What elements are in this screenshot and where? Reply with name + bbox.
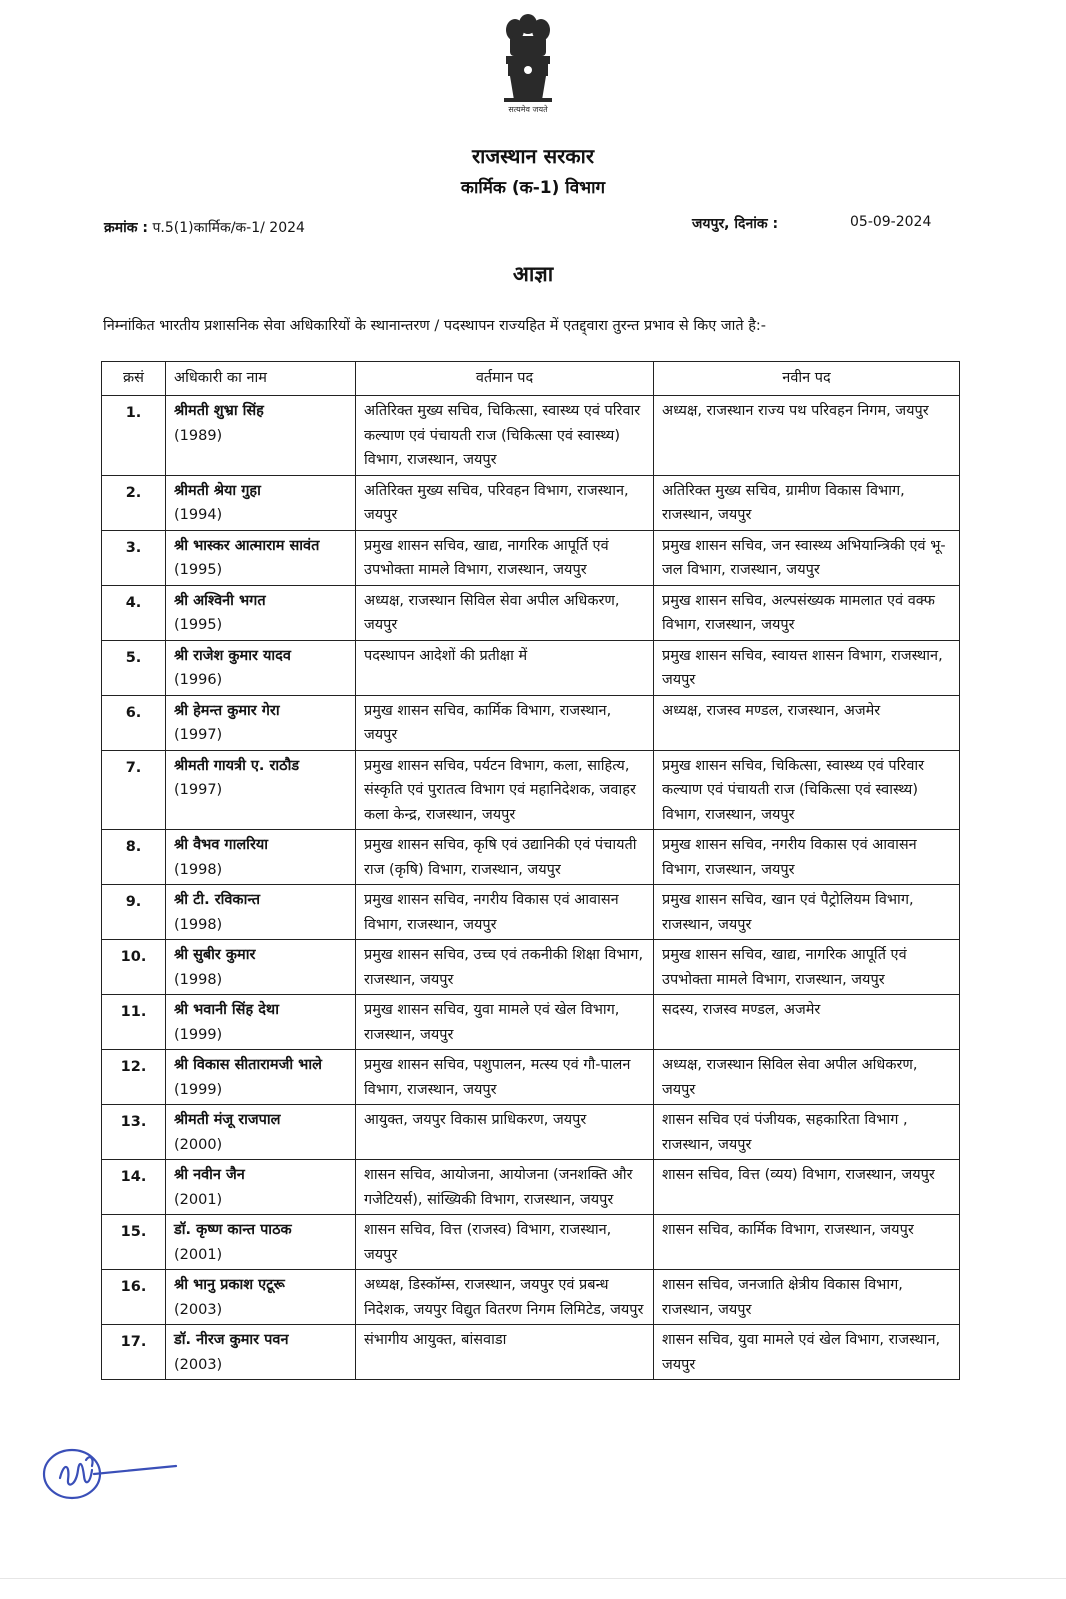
serial-number: 11. — [102, 995, 166, 1050]
officer-name: श्री भानु प्रकाश एटूरू — [174, 1277, 285, 1293]
table-row — [102, 1325, 960, 1380]
officer-cell — [166, 940, 356, 995]
officer-name: श्रीमती गायत्री ए. राठौड — [174, 757, 300, 774]
government-title: राजस्थान सरकार — [471, 144, 595, 168]
col-header-new-post: नवीन पद — [654, 362, 960, 396]
col-header-current-post: वर्तमान पद — [356, 362, 654, 396]
current-post: प्रमुख शासन सचिव, पशुपालन, मत्स्य एवं गौ-पालन विभाग, राजस्थान, जयपुर — [356, 1050, 654, 1105]
order-intro: निम्नांकित भारतीय प्रशासनिक सेवा अधिकारियों के स्थानान्तरण / पदस्थापन राज्यहित में एतद्द्वारा तुरन्त प्रभाव से किए जाते है:- — [103, 318, 767, 334]
current-post: प्रमुख शासन सचिव, कृषि एवं उद्यानिकी एवं पंचायती राज (कृषि) विभाग, राजस्थान, जयपुर — [356, 830, 654, 885]
officer-name: डॉ. कृष्ण कान्त पाठक — [174, 1222, 292, 1238]
officer-batch-year: (2000) — [174, 1136, 223, 1153]
officer-cell — [166, 1050, 356, 1105]
officer-batch-year: (1998) — [174, 916, 223, 933]
new-post: प्रमुख शासन सचिव, जन स्वास्थ्य अभियान्त्रिकी एवं भू-जल विभाग, राजस्थान, जयपुर — [654, 530, 960, 585]
officer-cell — [166, 1160, 356, 1215]
officer-batch-year: (1999) — [174, 1026, 223, 1043]
current-post: प्रमुख शासन सचिव, पर्यटन विभाग, कला, साहित्य, संस्कृति एवं पुरातत्व विभाग एवं महानिदेशक, जवाहर कला केन्द्र, राजस्थान, जयपुर — [356, 750, 654, 830]
serial-number: 4. — [102, 585, 166, 640]
officer-cell — [166, 1105, 356, 1160]
order-number-value: प.5(1)कार्मिक/क-1/ 2024 — [152, 220, 305, 236]
new-post: प्रमुख शासन सचिव, चिकित्सा, स्वास्थ्य एवं परिवार कल्याण एवं पंचायती राज (चिकित्सा एवं स्वास्थ्य) विभाग, राजस्थान, जयपुर — [654, 750, 960, 830]
table-row — [102, 940, 960, 995]
new-post: शासन सचिव, जनजाति क्षेत्रीय विकास विभाग, राजस्थान, जयपुर — [654, 1270, 960, 1325]
new-post: शासन सचिव एवं पंजीयक, सहकारिता विभाग , राजस्थान, जयपुर — [654, 1105, 960, 1160]
officer-name: श्री नवीन जैन — [174, 1167, 245, 1183]
current-post: अध्यक्ष, राजस्थान सिविल सेवा अपील अधिकरण, जयपुर — [356, 585, 654, 640]
officer-name: श्रीमती शुभ्रा सिंह — [174, 403, 264, 419]
current-post: प्रमुख शासन सचिव, नगरीय विकास एवं आवासन विभाग, राजस्थान, जयपुर — [356, 885, 654, 940]
officer-cell — [166, 530, 356, 585]
officer-cell — [166, 640, 356, 695]
new-post: अध्यक्ष, राजस्व मण्डल, राजस्थान, अजमेर — [654, 695, 960, 750]
current-post: शासन सचिव, आयोजना, आयोजना (जनशक्ति और गजेटियर्स), सांख्यिकी विभाग, राजस्थान, जयपुर — [356, 1160, 654, 1215]
current-post: अतिरिक्त मुख्य सचिव, परिवहन विभाग, राजस्थान, जयपुर — [356, 475, 654, 530]
current-post: अध्यक्ष, डिस्कॉम्स, राजस्थान, जयपुर एवं प्रबन्ध निदेशक, जयपुर विद्युत वितरण निगम लिमिटेड, जयपुर — [356, 1270, 654, 1325]
emblem-motto: सत्यमेव जयते — [508, 105, 548, 114]
new-post: प्रमुख शासन सचिव, खान एवं पैट्रोलियम विभाग, राजस्थान, जयपुर — [654, 885, 960, 940]
current-post: शासन सचिव, वित्त (राजस्व) विभाग, राजस्थान, जयपुर — [356, 1215, 654, 1270]
serial-number: 16. — [102, 1270, 166, 1325]
new-post: शासन सचिव, वित्त (व्यय) विभाग, राजस्थान, जयपुर — [654, 1160, 960, 1215]
table-row — [102, 530, 960, 585]
new-post: अतिरिक्त मुख्य सचिव, ग्रामीण विकास विभाग, राजस्थान, जयपुर — [654, 475, 960, 530]
table-row — [102, 1050, 960, 1105]
serial-number: 2. — [102, 475, 166, 530]
officer-cell — [166, 1270, 356, 1325]
officer-batch-year: (2001) — [174, 1246, 223, 1263]
officer-batch-year: (1998) — [174, 861, 223, 878]
table-row — [102, 475, 960, 530]
officer-cell — [166, 1215, 356, 1270]
officer-name: श्री टी. रविकान्त — [174, 892, 261, 908]
order-title: आज्ञा — [512, 262, 554, 286]
officer-batch-year: (1999) — [174, 1081, 223, 1098]
officer-batch-year: (1998) — [174, 971, 223, 988]
serial-number: 12. — [102, 1050, 166, 1105]
serial-number: 14. — [102, 1160, 166, 1215]
serial-number: 1. — [102, 396, 166, 476]
table-row — [102, 585, 960, 640]
order-number-label: क्रमांक : — [104, 220, 148, 236]
serial-number: 7. — [102, 750, 166, 830]
department-title: कार्मिक (क-1) विभाग — [460, 178, 606, 198]
officer-cell — [166, 995, 356, 1050]
officer-name: श्री वैभव गालरिया — [174, 837, 269, 853]
current-post: प्रमुख शासन सचिव, खाद्य, नागरिक आपूर्ति एवं उपभोक्ता मामले विभाग, राजस्थान, जयपुर — [356, 530, 654, 585]
col-header-serial: क्रसं — [102, 362, 166, 396]
table-row — [102, 1215, 960, 1270]
officer-name: श्रीमती श्रेया गुहा — [174, 482, 261, 499]
officer-name: डॉ. नीरज कुमार पवन — [174, 1332, 289, 1348]
current-post: प्रमुख शासन सचिव, उच्च एवं तकनीकी शिक्षा विभाग, राजस्थान, जयपुर — [356, 940, 654, 995]
officer-batch-year: (1989) — [174, 427, 223, 444]
table-row — [102, 750, 960, 830]
table-row — [102, 995, 960, 1050]
new-post: प्रमुख शासन सचिव, नगरीय विकास एवं आवासन विभाग, राजस्थान, जयपुर — [654, 830, 960, 885]
order-date-value: 05-09-2024 — [850, 214, 932, 230]
new-post: सदस्य, राजस्व मण्डल, अजमेर — [654, 995, 960, 1050]
new-post: शासन सचिव, युवा मामले एवं खेल विभाग, राजस्थान, जयपुर — [654, 1325, 960, 1380]
officer-batch-year: (1996) — [174, 672, 223, 688]
officer-name: श्री भवानी सिंह देथा — [174, 1002, 279, 1018]
current-post: संभागीय आयुक्त, बांसवाडा — [356, 1325, 654, 1380]
table-row — [102, 830, 960, 885]
officer-batch-year: (1997) — [174, 727, 223, 743]
table-row — [102, 1270, 960, 1325]
table-row — [102, 396, 960, 476]
serial-number: 9. — [102, 885, 166, 940]
officer-cell — [166, 1325, 356, 1380]
officer-batch-year: (2001) — [174, 1191, 223, 1208]
serial-number: 6. — [102, 695, 166, 750]
officer-name: श्री अश्विनी भगत — [174, 592, 266, 609]
col-header-officer-name: अधिकारी का नाम — [166, 362, 356, 396]
officer-cell — [166, 750, 356, 830]
officer-name: श्री राजेश कुमार यादव — [174, 647, 291, 664]
new-post: प्रमुख शासन सचिव, अल्पसंख्यक मामलात एवं वक्फ विभाग, राजस्थान, जयपुर — [654, 585, 960, 640]
order-date — [692, 214, 932, 233]
ashoka-emblem-icon — [488, 10, 568, 110]
serial-number: 3. — [102, 530, 166, 585]
table-row — [102, 1160, 960, 1215]
officer-batch-year: (2003) — [174, 1301, 223, 1318]
serial-number: 15. — [102, 1215, 166, 1270]
officer-name: श्री सुबीर कुमार — [174, 947, 256, 963]
order-number — [104, 218, 305, 237]
officer-batch-year: (1994) — [174, 507, 223, 523]
signature-icon — [38, 1440, 178, 1510]
serial-number: 10. — [102, 940, 166, 995]
officer-cell — [166, 475, 356, 530]
table-row — [102, 885, 960, 940]
current-post: अतिरिक्त मुख्य सचिव, चिकित्सा, स्वास्थ्य एवं परिवार कल्याण एवं पंचायती राज (चिकित्सा एवं स्वास्थ्य) विभाग, राजस्थान, जयपुर — [356, 396, 654, 476]
table-row — [102, 695, 960, 750]
table-row — [102, 640, 960, 695]
serial-number: 5. — [102, 640, 166, 695]
officer-batch-year: (1995) — [174, 562, 223, 578]
signature — [38, 1440, 178, 1510]
officer-name: श्रीमती मंजू राजपाल — [174, 1112, 281, 1128]
officer-name: श्री भास्कर आत्माराम सावंत — [174, 537, 320, 554]
table-row — [102, 1105, 960, 1160]
current-post: पदस्थापन आदेशों की प्रतीक्षा में — [356, 640, 654, 695]
new-post: प्रमुख शासन सचिव, खाद्य, नागरिक आपूर्ति एवं उपभोक्ता मामले विभाग, राजस्थान, जयपुर — [654, 940, 960, 995]
order-date-label: जयपुर, दिनांक : — [692, 216, 779, 232]
officer-cell — [166, 585, 356, 640]
current-post: प्रमुख शासन सचिव, कार्मिक विभाग, राजस्थान, जयपुर — [356, 695, 654, 750]
officer-batch-year: (1997) — [174, 782, 223, 798]
officer-name: श्री हेमन्त कुमार गेरा — [174, 702, 280, 719]
officer-batch-year: (1995) — [174, 617, 223, 633]
current-post: आयुक्त, जयपुर विकास प्राधिकरण, जयपुर — [356, 1105, 654, 1160]
new-post: अध्यक्ष, राजस्थान राज्य पथ परिवहन निगम, जयपुर — [654, 396, 960, 476]
serial-number: 17. — [102, 1325, 166, 1380]
table-body — [102, 396, 960, 1380]
officer-cell — [166, 695, 356, 750]
officer-name: श्री विकास सीतारामजी भाले — [174, 1057, 322, 1073]
page-bottom-rule — [0, 1578, 1066, 1579]
new-post: अध्यक्ष, राजस्थान सिविल सेवा अपील अधिकरण, जयपुर — [654, 1050, 960, 1105]
table-header-row — [102, 362, 960, 396]
serial-number: 13. — [102, 1105, 166, 1160]
new-post: शासन सचिव, कार्मिक विभाग, राजस्थान, जयपुर — [654, 1215, 960, 1270]
officer-batch-year: (2003) — [174, 1356, 223, 1373]
officer-cell — [166, 396, 356, 476]
officer-cell — [166, 885, 356, 940]
new-post: प्रमुख शासन सचिव, स्वायत्त शासन विभाग, राजस्थान, जयपुर — [654, 640, 960, 695]
transfer-table — [101, 361, 960, 1380]
current-post: प्रमुख शासन सचिव, युवा मामले एवं खेल विभाग, राजस्थान, जयपुर — [356, 995, 654, 1050]
serial-number: 8. — [102, 830, 166, 885]
officer-cell — [166, 830, 356, 885]
